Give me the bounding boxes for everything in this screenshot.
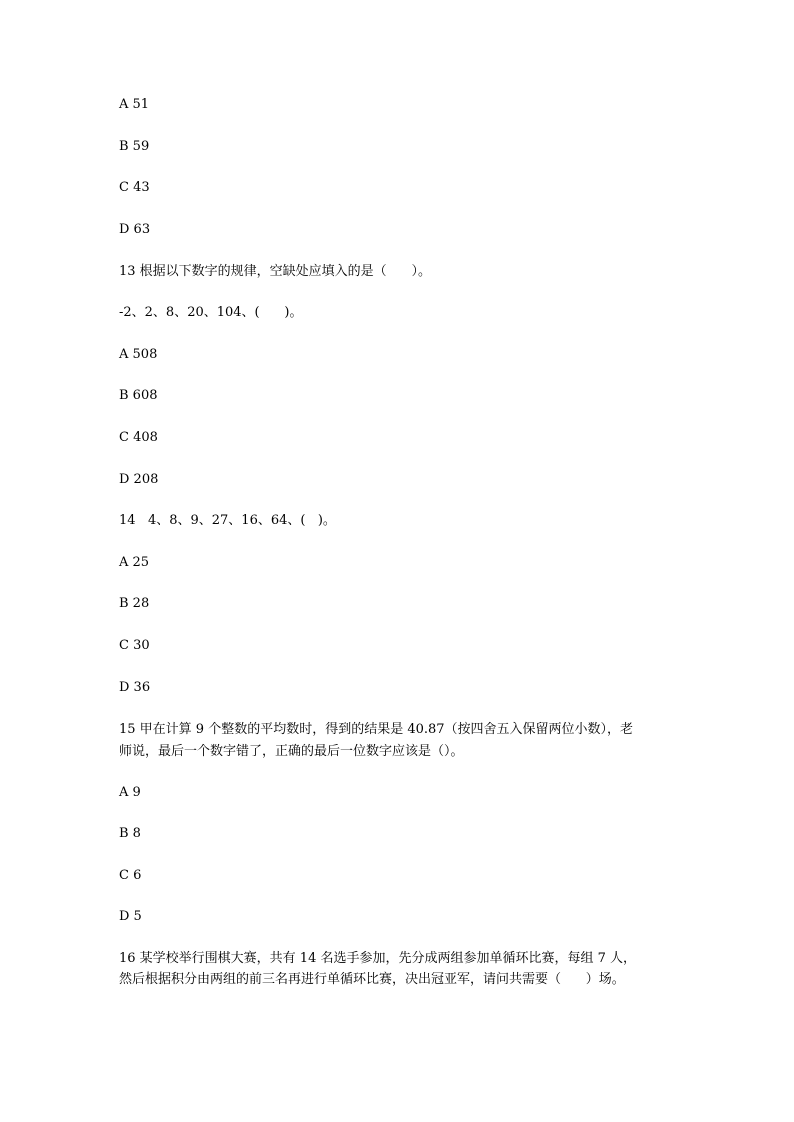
q12-option-b: B 59 — [119, 139, 150, 154]
q13-sequence: -2、2、8、20、104、( )。 — [119, 305, 303, 320]
q15-option-b: B 8 — [119, 826, 141, 841]
q12-option-a: A 51 — [119, 97, 150, 112]
q15-stem-line2: 师说，最后一个数字错了，正确的最后一位数字应该是（）。 — [119, 744, 464, 759]
q12-option-d: D 63 — [119, 222, 151, 237]
q13-option-a: A 508 — [119, 347, 158, 362]
q15-option-d: D 5 — [119, 909, 142, 924]
q14-option-c: C 30 — [119, 638, 150, 653]
q16-stem-line1: 16 某学校举行围棋大赛，共有 14 名选手参加，先分成两组参加单循环比赛，每组 7 人， — [119, 951, 637, 966]
q15-stem-line1: 15 甲在计算 9 个整数的平均数时，得到的结果是 40.87（按四舍五入保留两位小数），老 — [119, 722, 634, 737]
q14-option-d: D 36 — [119, 680, 151, 695]
q13-option-d: D 208 — [119, 472, 159, 487]
q14-stem: 14 4、8、9、27、16、64、( )。 — [119, 513, 336, 528]
q15-option-c: C 6 — [119, 868, 142, 883]
q14-option-b: B 28 — [119, 596, 150, 611]
q13-option-b: B 608 — [119, 388, 158, 403]
q15-option-a: A 9 — [119, 785, 141, 800]
q12-option-c: C 43 — [119, 180, 150, 195]
q14-option-a: A 25 — [119, 555, 150, 570]
q13-stem: 13 根据以下数字的规律，空缺处应填入的是（ ）。 — [119, 264, 431, 279]
q16-stem-line2: 然后根据积分由两组的前三名再进行单循环比赛，决出冠亚军，请问共需要（ ）场。 — [119, 972, 625, 987]
q13-option-c: C 408 — [119, 430, 158, 445]
